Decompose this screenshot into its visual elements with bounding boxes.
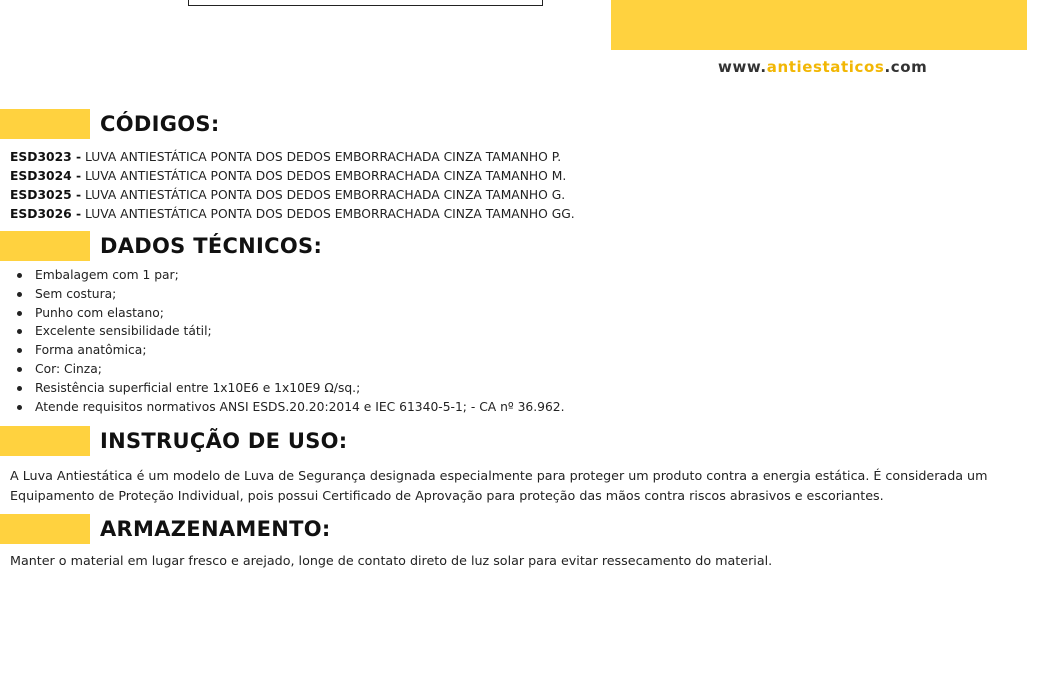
- code-id: ESD3026 -: [10, 207, 82, 221]
- armazenamento-paragraph: Manter o material em lugar fresco e arejado, longe de contato direto de luz solar para evitar ressecamento do material.: [10, 553, 773, 568]
- codes-list: [10, 148, 575, 224]
- spec-item: Cor: Cinza;: [16, 360, 565, 379]
- code-row: [10, 205, 575, 224]
- section-accent-bar: [0, 231, 90, 261]
- code-description: LUVA ANTIESTÁTICA PONTA DOS DEDOS EMBORRACHADA CINZA TAMANHO P.: [81, 150, 562, 164]
- code-id: ESD3024 -: [10, 169, 82, 183]
- section-accent-bar: [0, 109, 90, 139]
- website-suffix: .com: [884, 58, 928, 76]
- section-title-dados-tecnicos: DADOS TÉCNICOS:: [100, 234, 323, 258]
- section-title-instrucao: INSTRUÇÃO DE USO:: [100, 429, 348, 453]
- website-prefix: www.: [718, 58, 767, 76]
- spec-item: Forma anatômica;: [16, 341, 565, 360]
- code-row: [10, 148, 575, 167]
- website-accent: antiestaticos: [766, 58, 885, 76]
- code-id: ESD3025 -: [10, 188, 82, 202]
- section-header-codigos: [0, 109, 220, 139]
- spec-item: Embalagem com 1 par;: [16, 266, 565, 285]
- code-row: [10, 167, 575, 186]
- spec-item: Sem costura;: [16, 285, 565, 304]
- section-header-dados-tecnicos: [0, 231, 322, 261]
- spec-item: Excelente sensibilidade tátil;: [16, 322, 565, 341]
- section-title-armazenamento: ARMAZENAMENTO:: [100, 517, 331, 541]
- section-accent-bar: [0, 426, 90, 456]
- website-url[interactable]: [718, 58, 927, 76]
- code-description: LUVA ANTIESTÁTICA PONTA DOS DEDOS EMBORRACHADA CINZA TAMANHO G.: [81, 188, 566, 202]
- section-title-codigos: CÓDIGOS:: [100, 112, 220, 136]
- code-id: ESD3023 -: [10, 150, 82, 164]
- specs-list: [16, 266, 565, 416]
- code-description: LUVA ANTIESTÁTICA PONTA DOS DEDOS EMBORRACHADA CINZA TAMANHO M.: [81, 169, 567, 183]
- spec-item: Punho com elastano;: [16, 304, 565, 323]
- code-row: [10, 186, 575, 205]
- section-accent-bar: [0, 514, 90, 544]
- header-banner: [611, 0, 1027, 50]
- spec-item: Atende requisitos normativos ANSI ESDS.20.20:2014 e IEC 61340-5-1; - CA nº 36.962.: [16, 398, 565, 417]
- section-header-instrucao: [0, 426, 348, 456]
- spec-item: Resistência superficial entre 1x10E6 e 1x10E9 Ω/sq.;: [16, 379, 565, 398]
- product-image-frame: [188, 0, 543, 6]
- code-description: LUVA ANTIESTÁTICA PONTA DOS DEDOS EMBORRACHADA CINZA TAMANHO GG.: [81, 207, 575, 221]
- instrucao-paragraph: A Luva Antiestática é um modelo de Luva de Segurança designada especialmente para proteger um produto contra a energia estática. É considerada um Equipamento de Proteção Individual, pois possui Certificado de Aprovação para proteção das mãos contra riscos abrasivos e escoriantes.: [10, 468, 988, 503]
- section-header-armazenamento: [0, 514, 331, 544]
